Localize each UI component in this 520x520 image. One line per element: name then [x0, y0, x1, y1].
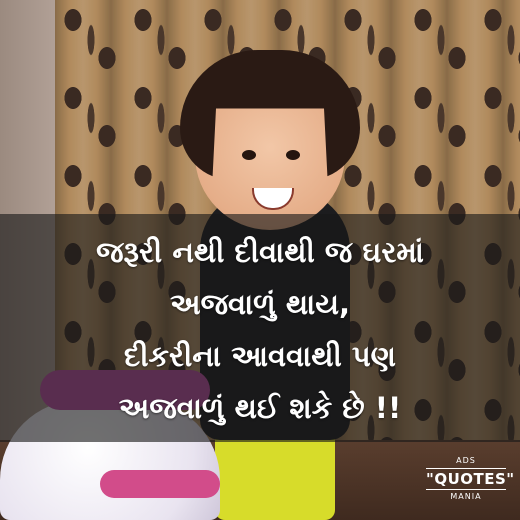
- quote-line: દીકરીના આવવાથી પણ: [124, 339, 396, 373]
- watermark-logo: [420, 456, 515, 512]
- child-eye-left: [242, 150, 256, 160]
- quote-text: [0, 226, 520, 434]
- watermark-bottom: MANIA: [450, 492, 482, 501]
- watermark-frame: [426, 468, 515, 490]
- quote-line: અજવાળું થાય,: [169, 287, 351, 321]
- child-eye-right: [286, 150, 300, 160]
- toy-pink-band: [100, 470, 220, 498]
- watermark-top: ADS: [456, 456, 476, 465]
- quote-line: જરૂરી નથી દીવાથી જ ઘરમાં: [96, 235, 424, 269]
- watermark-main: "QUOTES": [426, 470, 515, 488]
- quote-line: અજવાળું થઈ શકે છે !!: [118, 391, 402, 425]
